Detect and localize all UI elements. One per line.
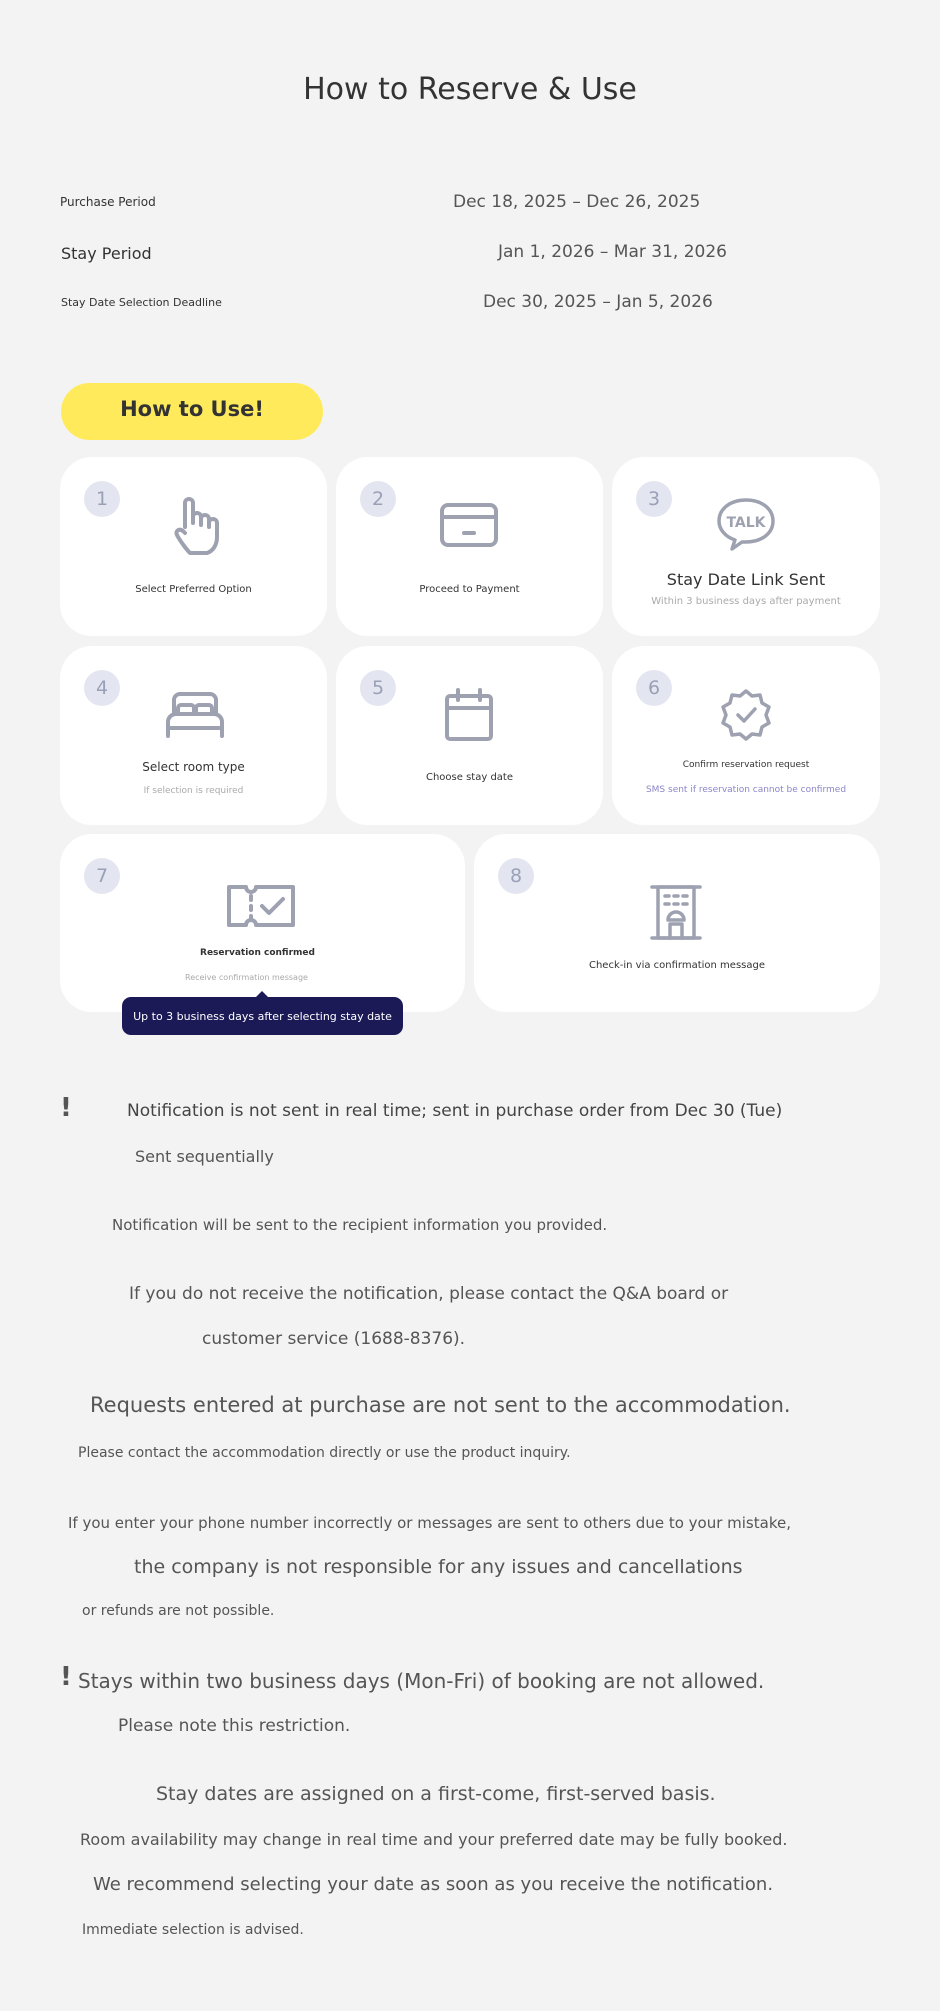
stay-period-value: Jan 1, 2026 – Mar 31, 2026 [498,242,727,262]
step-card-8 [474,834,880,1012]
purchase-period-label: Purchase Period [60,195,156,209]
hand-pointer-icon [168,497,220,555]
step-label: Stay Date Link Sent [666,570,826,589]
deadline-label: Stay Date Selection Deadline [61,296,222,309]
tooltip-text: Up to 3 business days after selecting stay date [133,1009,392,1023]
step-number: 2 [360,481,396,517]
note-line-4: If you do not receive the notification, please contact the Q&A board or [129,1284,729,1304]
warning-mark-1: ! [60,1093,72,1123]
sms-notice: SMS sent if reservation cannot be confirmed [645,785,847,795]
step-label: Select Preferred Option [135,584,252,595]
step-label: Proceed to Payment [419,584,520,595]
stay-period-label: Stay Period [61,244,152,263]
bed-icon [164,692,226,740]
how-to-use-badge [61,383,323,440]
step-label: Check-in via confirmation message [588,960,765,971]
step-card-1 [60,457,327,636]
step-card-4 [60,646,327,825]
calendar-icon [444,688,494,742]
step-card-6 [612,646,880,825]
note-line-16: Immediate selection is advised. [82,1922,304,1938]
ticket-check-icon [226,884,296,928]
step-number: 7 [84,858,120,894]
warning-mark-2: ! [60,1662,72,1692]
how-to-use-label: How to Use! [120,396,264,421]
note-line-3: Notification will be sent to the recipient information you provided. [112,1216,608,1234]
step-card-3 [612,457,880,636]
talk-icon-text: TALK [726,515,766,531]
page-title: How to Reserve & Use [303,72,637,107]
note-line-2: Sent sequentially [135,1147,274,1166]
step-sublabel: If selection is required [143,786,244,796]
step-number: 3 [636,481,672,517]
purchase-period-value: Dec 18, 2025 – Dec 26, 2025 [453,192,701,212]
step-number: 4 [84,670,120,706]
note-line-6: Requests entered at purchase are not sent to the accommodation. [90,1393,791,1417]
step-sublabel: Within 3 business days after payment [651,596,841,607]
hotel-building-icon [650,884,702,940]
note-line-5: customer service (1688-8376). [202,1329,466,1349]
step-number: 1 [84,481,120,517]
step-number: 8 [498,858,534,894]
step-7-tooltip [122,997,403,1035]
step-label: Reservation confirmed [200,948,315,958]
note-line-1: Notification is not sent in real time; sent in purchase order from Dec 30 (Tue) [127,1101,783,1121]
note-line-14: Room availability may change in real time and your preferred date may be fully booked. [80,1830,788,1849]
step-number: 6 [636,670,672,706]
step-card-5 [336,646,603,825]
step-number: 5 [360,670,396,706]
step-label: Choose stay date [425,772,513,783]
note-line-13: Stay dates are assigned on a first-come, first-served basis. [156,1783,716,1805]
note-line-8: If you enter your phone number incorrectly or messages are sent to others due to your mistake, [68,1514,791,1532]
badge-check-icon [719,688,773,742]
note-line-12: Please note this restriction. [118,1716,351,1736]
step-card-7 [60,834,465,1012]
note-line-11: Stays within two business days (Mon-Fri) of booking are not allowed. [78,1669,765,1693]
step-label: Confirm reservation request [682,760,810,770]
step-card-2 [336,457,603,636]
step-label: Select room type [142,760,245,774]
note-line-7: Please contact the accommodation directly or use the product inquiry. [78,1445,571,1461]
deadline-value: Dec 30, 2025 – Jan 5, 2026 [483,292,713,312]
step-sublabel: Receive confirmation message [185,973,308,982]
note-line-10: or refunds are not possible. [82,1603,275,1619]
note-line-15: We recommend selecting your date as soon as you receive the notification. [93,1874,774,1895]
credit-card-icon [440,503,498,547]
note-line-9: the company is not responsible for any issues and cancellations [134,1556,743,1578]
talk-bubble-icon [716,497,776,551]
